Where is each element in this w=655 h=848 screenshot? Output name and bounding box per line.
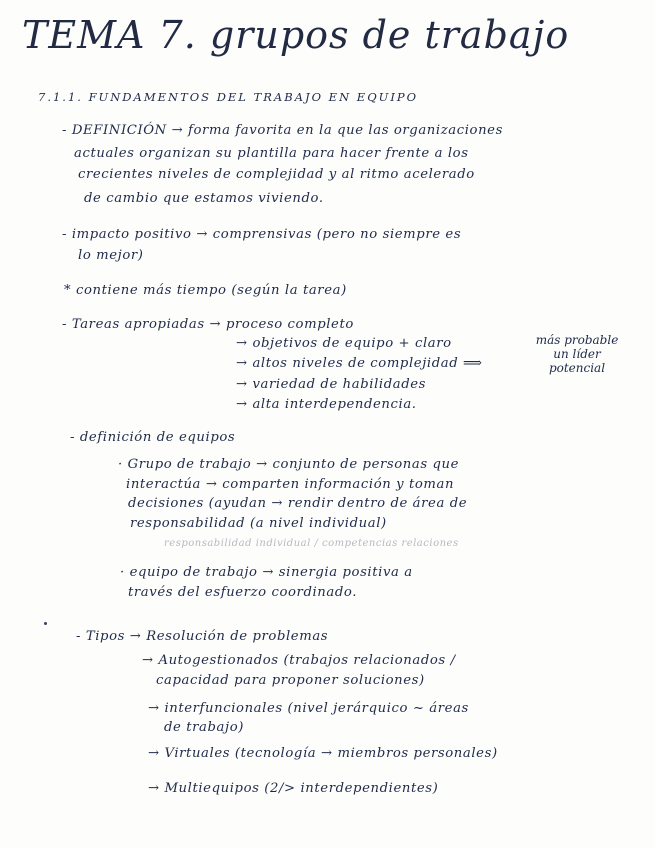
note-line: → Autogestionados (trabajos relacionados /: [142, 653, 456, 668]
note-line: → variedad de habilidades: [236, 377, 427, 392]
note-line: responsabilidad (a nivel individual): [130, 516, 387, 531]
note-line: - impacto positivo → comprensivas (pero no siempre es: [62, 227, 462, 242]
note-line: interactúa → comparten información y toman: [126, 477, 455, 492]
side-note-line: más probable: [535, 333, 619, 347]
section-heading: 7.1.1. FUNDAMENTOS DEL TRABAJO EN EQUIPO: [38, 90, 419, 104]
side-note: [522, 334, 632, 375]
page-title: TEMA 7. grupos de trabajo: [22, 13, 570, 57]
note-line: actuales organizan su plantilla para hacer frente a los: [74, 146, 469, 161]
faint-line: responsabilidad individual / competencias relaciones: [164, 538, 459, 549]
note-line: → Virtuales (tecnología → miembros personales): [148, 746, 498, 761]
note-line: → objetivos de equipo + claro: [236, 336, 452, 351]
note-line: · equipo de trabajo → sinergia positiva a: [120, 565, 413, 580]
side-note-line: un líder: [553, 346, 601, 361]
side-note-line: potencial: [548, 360, 606, 375]
note-line: decisiones (ayudan → rendir dentro de área de: [128, 496, 468, 511]
note-line: lo mejor): [78, 248, 144, 263]
note-line: → interfuncionales (nivel jerárquico ~ áreas: [148, 701, 469, 716]
note-line: - Tareas apropiadas → proceso completo: [62, 317, 354, 332]
note-line: de cambio que estamos viviendo.: [84, 191, 324, 206]
note-line: de trabajo): [164, 720, 244, 735]
note-line: - Tipos → Resolución de problemas: [76, 629, 329, 644]
note-line: * contiene más tiempo (según la tarea): [64, 283, 347, 298]
note-line: · Grupo de trabajo → conjunto de personas que: [118, 457, 460, 472]
note-line: crecientes niveles de complejidad y al ritmo acelerado: [78, 167, 475, 182]
note-line: → altos niveles de complejidad ⟹: [236, 356, 483, 371]
margin-dot: [44, 622, 47, 625]
note-line: - DEFINICIÓN → forma favorita en la que las organizaciones: [62, 123, 503, 138]
note-line: → Multiequipos (2/> interdependientes): [148, 781, 439, 796]
note-line: capacidad para proponer soluciones): [156, 673, 425, 688]
note-line: - definición de equipos: [70, 430, 236, 445]
note-line: través del esfuerzo coordinado.: [128, 585, 357, 600]
note-line: → alta interdependencia.: [236, 397, 417, 412]
